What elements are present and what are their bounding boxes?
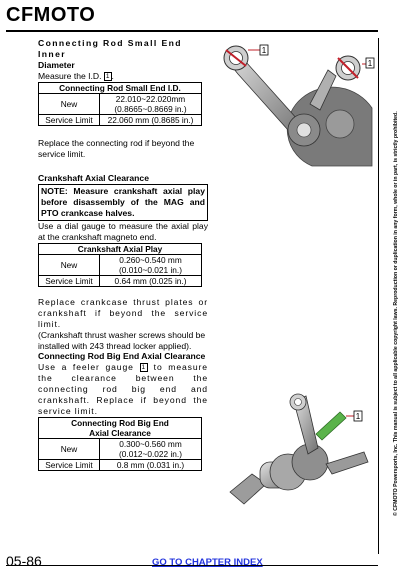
table-row: Service Limit 22.060 mm (0.8685 in.) — [39, 115, 202, 126]
section-title-cont: Diameter — [38, 60, 75, 70]
table-row: New 22.010~22.020mm (0.8665~0.8669 in.) — [39, 94, 202, 115]
table-header: Connecting Rod Big End Axial Clearance — [39, 418, 202, 439]
svg-text:1: 1 — [261, 46, 267, 55]
instruction-text: Use a dial gauge to measure the axial play at the crankshaft magneto end. — [38, 221, 208, 242]
svg-text:1: 1 — [367, 59, 373, 68]
section-title: Crankshaft Axial Clearance — [38, 173, 149, 183]
section-small-end — [38, 38, 208, 160]
note-box: NOTE: Measure crankshaft axial play before disassembly of the MAG and PTO crankcase halves. — [38, 184, 208, 221]
table-header: Connecting Rod Small End I.D. — [39, 83, 202, 94]
table-row: Service Limit 0.64 mm (0.025 in.) — [39, 276, 202, 287]
svg-text:1: 1 — [355, 412, 361, 421]
table-row: New 0.300~0.560 mm (0.012~0.022 in.) — [39, 439, 202, 460]
crankshaft-feeler-gauge-figure — [222, 392, 376, 512]
spec-table-small-end — [38, 82, 202, 126]
note-text: Replace the connecting rod if beyond the service limit. — [38, 138, 195, 159]
spec-table-big-end — [38, 417, 202, 471]
table-row: New 0.260~0.540 mm (0.010~0.021 in.) — [39, 255, 202, 276]
callout-1 — [354, 411, 362, 421]
section-axial — [38, 173, 208, 352]
instruction-text: Measure the I.D. 1 . — [38, 71, 114, 81]
header-rule — [6, 30, 378, 32]
connecting-rod-figure — [212, 38, 376, 168]
instruction-text: Use a feeler gauge 1 to measure the clearance between the connecting rod big end and crankshaft. Replace if beyond the service limit. — [38, 362, 208, 416]
note-text: Replace crankcase thrust plates or crankshaft if beyond the service limit. — [38, 297, 208, 329]
ref-callout: 1 — [141, 364, 147, 371]
table-row: Service Limit 0.8 mm (0.031 in.) — [39, 460, 202, 471]
ref-callout: 1 — [105, 73, 110, 80]
callout-1-right — [366, 58, 374, 68]
brand-logo-text: CFMOTO — [6, 4, 96, 26]
copyright-notice: © CFMOTO Powersports, Inc. This manual is subject to all applicable copyright laws. Reproduction or duplication in any form, whole or in part, is strictly prohibited. — [393, 111, 399, 516]
callout-1 — [260, 45, 268, 55]
note-text-2: (Crankshaft thrust washer screws should be installed with 243 thread locker applied). — [38, 330, 206, 351]
table-header: Crankshaft Axial Play — [39, 244, 202, 255]
margin-rule — [378, 38, 379, 554]
chapter-index-link[interactable]: GO TO CHAPTER INDEX — [152, 557, 263, 568]
section-big-end — [38, 351, 208, 471]
section-title: Connecting Rod Big End Axial Clearance — [38, 351, 206, 361]
spec-table-axial — [38, 243, 202, 287]
section-title: Connecting Rod Small End Inner — [38, 38, 182, 59]
page-number: 05-86 — [6, 553, 42, 569]
